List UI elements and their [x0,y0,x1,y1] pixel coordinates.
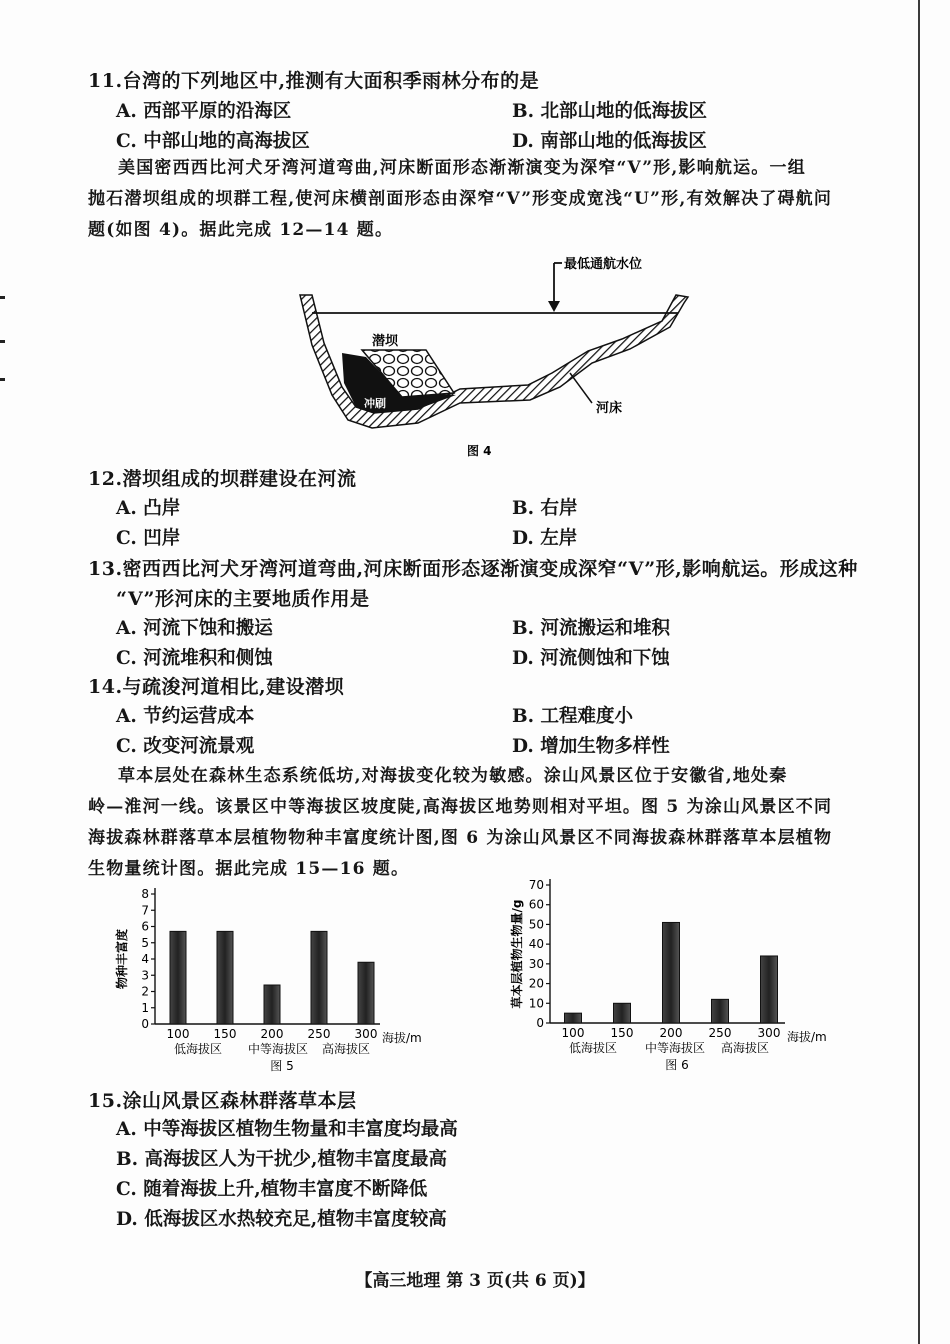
q13-stem-line2: “V”形河床的主要地质作用是 [116,588,370,610]
q12-option-a: A. 凸岸 [116,498,181,519]
x-axis-label: 海拔/m [382,1031,422,1045]
chart-title: 图 6 [665,1058,689,1072]
zone-label: 中等海拔区 [247,1042,309,1056]
q15-stem: 15.涂山风景区森林群落草本层 [88,1090,357,1112]
bar [217,931,233,1024]
figure5-chart [110,878,450,1083]
q12-option-c: C. 凹岸 [116,528,181,549]
q13-option-b: B. 河流搬运和堆积 [512,618,671,639]
q14-option-d: D. 增加生物多样性 [512,736,670,757]
q11-option-c: C. 中部山地的高海拔区 [116,131,310,152]
y-tick-label: 60 [528,897,544,912]
bar [614,1003,631,1023]
y-tick-label: 1 [141,1000,149,1015]
zone-label: 低海拔区 [173,1042,223,1056]
page-edge-line [918,0,920,1344]
y-tick-label: 2 [141,984,149,999]
x-tick-label: 250 [708,1026,732,1040]
bar [311,931,327,1024]
q13-stem-line1: 13.密西西比河犬牙湾河道弯曲,河床断面形态逐渐演变成深窄“V”形,影响航运。形成这种 [88,558,858,580]
x-tick-label: 250 [307,1027,331,1041]
label-water-level: 最低通航水位 [564,257,643,272]
intro-paragraph-2 [88,761,888,885]
margin-mark [0,340,5,343]
figure6-chart [505,873,850,1083]
bar [358,962,374,1024]
q12-option-b: B. 右岸 [512,498,578,519]
q11-stem: 11.台湾的下列地区中,推测有大面积季雨林分布的是 [88,70,540,92]
q13-option-a: A. 河流下蚀和搬运 [116,618,273,639]
figure4-caption: 图 4 [467,444,492,458]
q13-option-c: C. 河流堆积和侧蚀 [116,648,273,669]
y-tick-label: 30 [528,956,544,971]
q12-stem: 12.潜坝组成的坝群建设在河流 [88,468,357,490]
y-tick-label: 7 [141,903,149,918]
q11-option-a: A. 西部平原的沿海区 [116,101,292,122]
x-tick-label: 150 [610,1026,634,1040]
y-tick-label: 0 [536,1016,544,1030]
x-tick-label: 200 [260,1027,284,1041]
intro2-line2: 岭—淮河一线。该景区中等海拔区坡度陡,高海拔区地势则相对平坦。图 5 为涂山风景区不同 [88,797,833,817]
x-tick-label: 150 [213,1027,237,1041]
y-tick-label: 3 [141,968,149,983]
q14-stem: 14.与疏浚河道相比,建设潜坝 [88,676,345,698]
y-tick-label: 8 [141,887,149,901]
q11-option-d: D. 南部山地的低海拔区 [512,131,707,152]
y-tick-label: 40 [528,937,544,952]
zone-label: 高海拔区 [321,1042,371,1056]
label-riverbed: 河床 [596,401,623,416]
y-axis-label: 草本层植物生物量/g [510,899,524,1009]
x-tick-label: 200 [659,1026,683,1040]
y-tick-label: 70 [528,878,544,892]
bar [264,985,280,1024]
bar [170,931,186,1024]
y-tick-label: 5 [141,935,149,950]
y-tick-label: 50 [528,917,544,932]
bar [663,922,680,1023]
figure4-diagram [270,245,700,470]
q13-option-d: D. 河流侧蚀和下蚀 [512,648,670,669]
q14-option-c: C. 改变河流景观 [116,736,255,757]
q15-option-b: B. 高海拔区人为干扰少,植物丰富度最高 [116,1149,447,1170]
x-tick-label: 100 [561,1026,585,1040]
label-scour: 冲刷 [364,397,386,410]
intro1-line1: 美国密西西比河犬牙湾河道弯曲,河床断面形态渐渐演变为深窄“V”形,影响航运。一组 [118,158,806,178]
intro2-line1: 草本层处在森林生态系统低坊,对海拔变化较为敏感。涂山风景区位于安徽省,地处秦 [118,766,788,786]
q14-option-a: A. 节约运营成本 [116,706,255,727]
y-axis-label: 物种丰富度 [115,928,129,990]
q11-option-b: B. 北部山地的低海拔区 [512,101,708,122]
intro1-line3: 题(如图 4)。据此完成 12—14 题。 [88,220,394,240]
zone-label: 中等海拔区 [644,1041,706,1055]
intro1-line2: 抛石潜坝组成的坝群工程,使河床横剖面形态由深窄“V”形变成宽浅“U”形,有效解决了碍航问 [88,189,833,209]
q14-option-b: B. 工程难度小 [512,706,634,727]
intro2-line3: 海拔森林群落草本层植物物种丰富度统计图,图 6 为涂山风景区不同海拔森林群落草本层植物 [88,828,833,848]
bar [712,999,729,1023]
chart-title: 图 5 [270,1059,294,1073]
q15-option-a: A. 中等海拔区植物生物量和丰富度均最高 [116,1119,458,1140]
q12-option-d: D. 左岸 [512,528,578,549]
intro2-line4: 生物量统计图。据此完成 15—16 题。 [88,859,410,879]
y-tick-label: 0 [141,1017,149,1031]
q15-option-c: C. 随着海拔上升,植物丰富度不断降低 [116,1179,428,1200]
intro-paragraph-1 [88,153,888,246]
margin-mark [0,378,5,381]
y-tick-label: 6 [141,919,149,934]
bar [761,956,778,1023]
y-tick-label: 4 [141,952,149,966]
x-tick-label: 300 [757,1026,781,1040]
margin-mark [0,296,5,299]
x-tick-label: 300 [354,1027,378,1041]
label-dam: 潜坝 [372,334,399,349]
y-tick-label: 10 [528,996,544,1011]
y-tick-label: 20 [528,976,544,991]
zone-label: 高海拔区 [720,1041,770,1055]
arrow-head [548,301,560,312]
zone-label: 低海拔区 [568,1041,618,1055]
q15-option-d: D. 低海拔区水热较充足,植物丰富度较高 [116,1209,447,1230]
x-axis-label: 海拔/m [787,1030,827,1044]
bar [565,1013,582,1023]
page-footer: 【高三地理 第 3 页(共 6 页)】 [355,1271,595,1291]
x-tick-label: 100 [166,1027,190,1041]
